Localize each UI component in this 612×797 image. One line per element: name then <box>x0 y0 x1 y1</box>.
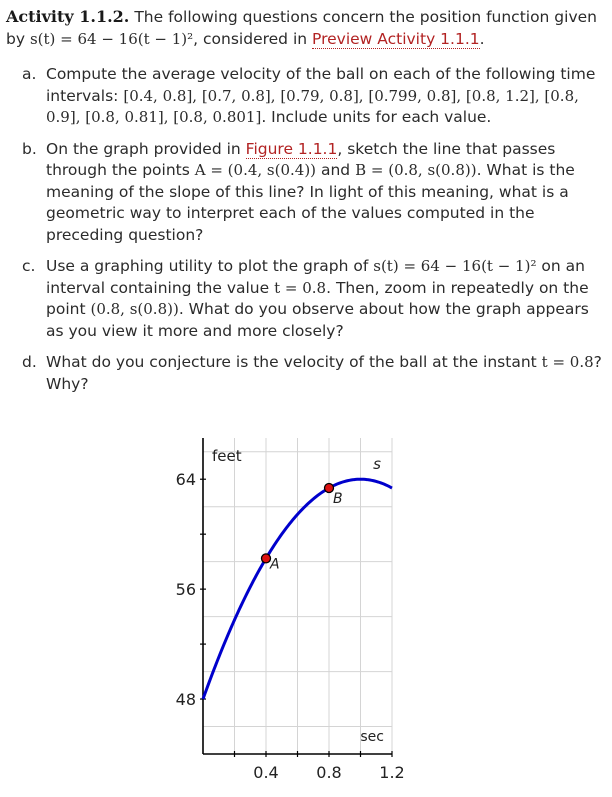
time-value: t = 0.8 <box>274 278 327 297</box>
question-text: . What is the meaning of the slope of this line? In light of this meaning, what is a geometric way to interpret each of the values computed in the preceding question? <box>46 161 575 244</box>
question-a <box>6 64 606 129</box>
point-b-formula: B = (0.8, s(0.8)) <box>355 161 477 179</box>
question-text: and <box>320 161 351 179</box>
question-b <box>6 139 606 247</box>
activity-text-end: . <box>479 30 485 48</box>
question-text: . Include units for each value. <box>261 108 492 126</box>
question-text: . Then, zoom in repeatedly on the point <box>46 278 589 318</box>
time-value: t = 0.8 <box>541 353 594 371</box>
point-b-label: B <box>333 491 343 508</box>
activity-intro <box>6 6 604 50</box>
activity-text: The following questions concern the position function given by <box>6 8 597 48</box>
activity-text-mid: , considered in <box>193 30 308 48</box>
x-tick-label: 1.2 <box>379 763 405 782</box>
x-axis-label: sec <box>360 729 384 745</box>
question-text: . What do you observe about how the graph appears as you view it more and more closely? <box>46 300 589 340</box>
question-list <box>6 64 606 405</box>
question-text: What do you conjecture is the velocity of the ball at the instant <box>46 353 537 371</box>
question-text: on an interval containing the value <box>46 257 585 297</box>
position-formula: s(t) = 64 − 16(t − 1)² <box>373 257 537 275</box>
x-tick-label: 0.4 <box>253 763 279 782</box>
question-marker: b. <box>22 139 37 158</box>
position-formula: s(t) = 64 − 16(t − 1)² <box>29 30 194 48</box>
question-text: , sketch the line that passes through the points <box>46 139 556 179</box>
question-c <box>6 256 606 342</box>
question-d <box>6 352 606 395</box>
point-formula: (0.8, s(0.8)) <box>90 300 179 318</box>
question-text: ? Why? <box>46 353 602 393</box>
question-text: On the graph provided in <box>46 139 241 158</box>
position-graph <box>166 428 416 788</box>
interval-list: [0.4, 0.8], [0.7, 0.8], [0.79, 0.8], [0.799, 0.8], [0.8, 1.2], [0.8, 0.9], [0.8, 0.81], [0.8, 0.801] <box>46 86 579 126</box>
question-marker: d. <box>22 353 37 371</box>
position-graph-figure <box>166 428 416 788</box>
point-a-formula: A = (0.4, s(0.4)) <box>194 161 317 179</box>
y-tick-label: 48 <box>175 690 196 710</box>
point-a-label: A <box>270 556 280 573</box>
y-tick-label: 64 <box>175 470 196 490</box>
question-text: Use a graphing utility to plot the graph of <box>46 257 369 275</box>
y-axis-label: feet <box>212 447 242 465</box>
y-tick-label: 56 <box>175 580 196 600</box>
figure-link[interactable]: Figure 1.1.1 <box>245 139 338 158</box>
activity-title: Activity 1.1.2. <box>6 7 130 26</box>
question-marker: c. <box>22 257 36 275</box>
question-text: Compute the average velocity of the ball on each of the following time intervals: <box>46 65 596 105</box>
curve-label: s <box>373 455 381 474</box>
x-tick-label: 0.8 <box>316 763 342 782</box>
preview-activity-link[interactable]: Preview Activity 1.1.1 <box>312 30 480 48</box>
question-marker: a. <box>22 65 37 83</box>
